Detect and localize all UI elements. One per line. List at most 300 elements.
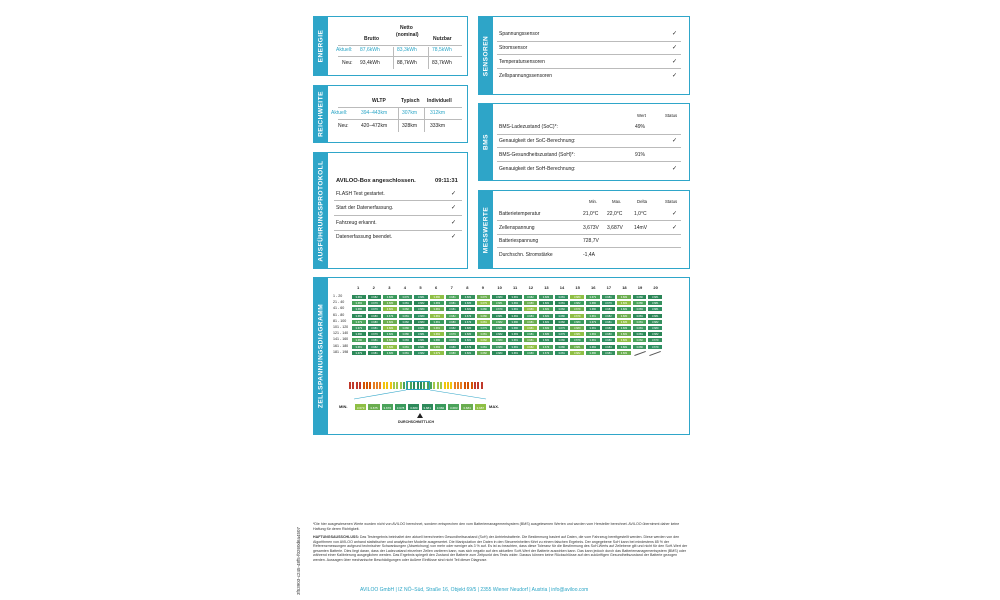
heatmap-cell: 3.681 [616,331,632,337]
heatmap-cell: 3.681 [413,294,429,300]
heatmap-cell: 3.681 [632,313,648,319]
messwerte-col-status: Status [665,199,678,204]
heatmap-cell: 3.682 [429,331,445,337]
heatmap-cell: 3.682 [538,325,554,331]
heatmap-cell: 3.680 [413,313,429,319]
heatmap-cell: 3.680 [382,294,398,300]
check-icon: ✓ [451,191,457,197]
heatmap-row-label: 41 - 60 [333,306,345,311]
heatmap-cell: 3.679 [538,350,554,356]
heatmap-row-label: 161 - 180 [333,343,349,348]
heatmap-cell: 3.680 [398,331,414,337]
heatmap-cell: 3.681 [569,331,585,337]
heatmap-cell: 3.681 [507,350,523,356]
document-serial: 3f53903-c245-48f5-f0260d6a4507 [296,526,301,595]
heatmap-column-header: 6 [435,285,438,290]
heatmap-cell: 3.680 [507,325,523,331]
heatmap-column-header: 1 [357,285,360,290]
heatmap-cell: 3.679 [351,325,367,331]
heatmap-cell: 3.680 [382,350,398,356]
heatmap-column-header: 8 [466,285,469,290]
heatmap-row-label: 1 - 20 [333,294,343,298]
heatmap-cell: 3.681 [601,306,617,312]
protokoll-item: Datenerfassung beendet. [336,234,393,240]
heatmap-cell: 3.681 [523,337,539,343]
heatmap-cell: 3.681 [507,294,523,300]
scale-zoom-lines [314,278,691,436]
heatmap-cell: 3.680 [569,319,585,325]
company-footer: AVILOO GmbH | IZ NÖ–Süd, Straße 16, Objekt 69/5 | 2355 Wiener Neudorf | Austria | info@aviloo.com [360,587,589,593]
zellspannung-card [313,277,690,435]
reichweite-typisch-value: 307km [402,110,418,116]
heatmap-cell: 3.682 [569,350,585,356]
energie-netto-value: 88,7kWh [397,60,417,66]
heatmap-cell: 3.683 [491,350,507,356]
bms-row-label: BMS-Gesundheitszustand (SoH)*: [499,152,575,158]
heatmap-cell: 3.683 [429,300,445,306]
sensoren-card [478,16,690,95]
header-brutto: Brutto [364,36,379,42]
reichweite-title: REICHWEITE [317,91,325,137]
heatmap-cell: 3.681 [413,344,429,350]
heatmap-cell: 3.681 [445,300,461,306]
sensor-item: Stromsensor [499,45,528,51]
disclaimer [313,535,690,563]
heatmap-cell: 3.682 [523,344,539,350]
bms-col-wert: Wert [637,113,646,118]
heatmap-cell: 3.683 [413,319,429,325]
messwerte-min: 21,0°C [583,211,599,217]
heatmap-cell: 3.682 [632,337,648,343]
protokoll-item: Start der Datenerfassung. [336,205,394,211]
average-label: DURCHSCHNITTLICH [398,420,434,424]
heatmap-cell: 3.681 [616,337,632,343]
sensor-item: Temperatursensoren [499,59,545,65]
heatmap-cell: 3.681 [647,294,663,300]
heatmap-cell: 3.681 [523,319,539,325]
heatmap-cell: 3.681 [632,325,648,331]
heatmap-cell: 3.680 [367,319,383,325]
heatmap-cell: 3.681 [351,344,367,350]
heatmap-cell: 3.680 [632,344,648,350]
heatmap-cell: 3.682 [367,294,383,300]
heatmap-cell: 3.681 [476,319,492,325]
heatmap-cell: 3.682 [585,344,601,350]
reichweite-row-label: Neu: [338,123,349,129]
disclaimer-title: HAFTUNGSAUSSCHLUSS: [313,535,359,539]
protokoll-heading: AVILOO-Box angeschlossen. [336,178,416,184]
scale-value-cell: 3.675 [367,403,380,411]
heatmap-cell: 3.680 [398,325,414,331]
average-marker-icon [417,413,423,418]
messwerte-min: 3,673V [583,225,599,231]
heatmap-cell: 3.679 [647,337,663,343]
heatmap-cell: 3.680 [351,306,367,312]
heatmap-cell: 3.680 [491,337,507,343]
heatmap-cell: 3.681 [398,300,414,306]
scale-value-cell: 3.682 [434,403,447,411]
heatmap-cell: 3.681 [647,313,663,319]
heatmap-cell: 3.679 [367,300,383,306]
heatmap-cell: 3.681 [616,344,632,350]
heatmap-row-label: 181 - 198 [333,349,349,354]
heatmap-cell: 3.680 [554,313,570,319]
heatmap-cell: 3.681 [601,319,617,325]
messwerte-min: -1,4A [583,252,595,258]
reichweite-individuell-value: 333km [430,123,446,129]
heatmap-column-header: 20 [653,285,658,290]
check-icon: ✓ [672,225,678,231]
heatmap-row-label: 61 - 80 [333,312,345,317]
scale-value-cell: 3.673 [354,403,367,411]
heatmap-row-label: 121 - 140 [333,331,349,336]
heatmap-cell: 3.679 [569,313,585,319]
heatmap-column-header: 17 [606,285,612,290]
heatmap-cell: 3.682 [476,350,492,356]
heatmap-cell: 3.679 [429,350,445,356]
heatmap-cell: 3.682 [351,313,367,319]
heatmap-cell: 3.682 [616,294,632,300]
energie-card [313,16,468,76]
header-nutzbar: Nutzbar [433,36,452,42]
heatmap-column-header: 15 [575,285,580,290]
check-icon: ✓ [451,220,457,226]
heatmap-cell: 3.680 [445,344,461,350]
heatmap-cell: 3.680 [523,350,539,356]
bms-card [478,103,690,181]
heatmap-cell: 3.681 [491,325,507,331]
bms-row-value: 49% [635,124,646,130]
heatmap-cell: 3.681 [507,337,523,343]
energie-netto-value: 83,3kWh [397,47,417,53]
protokoll-item: FLASH Test gestartet. [336,191,385,197]
heatmap-cell: 3.681 [476,331,492,337]
heatmap-cell: 3.682 [601,313,617,319]
heatmap-cell: 3.683 [523,313,539,319]
heatmap-cell: 3.683 [616,325,632,331]
messwerte-row-label: Zellenspannung [499,225,535,231]
heatmap-cell: 3.680 [616,319,632,325]
heatmap-cell: 3.681 [647,300,663,306]
heatmap-cell: 3.681 [538,313,554,319]
zellspannung-title: ZELLSPANNUNGSDIAGRAMM [317,303,325,409]
heatmap-cell: 3.679 [554,325,570,331]
bms-row-value: 91% [635,152,646,158]
heatmap-column-header: 18 [622,285,627,290]
bms-row-label: BMS-Ladezustand (SoC)*: [499,124,558,130]
heatmap-cell: 3.681 [523,325,539,331]
protokoll-item: Fahrzeug erkannt. [336,220,377,226]
heatmap-cell: 3.682 [398,319,414,325]
reichweite-card [313,85,468,143]
protokoll-time: 09:11:31 [435,178,458,184]
messwerte-max: 22,0°C [607,211,623,217]
heatmap-cell: 3.681 [460,350,476,356]
heatmap-row-label: 101 - 120 [333,325,349,329]
heatmap-cell: 3.680 [476,306,492,312]
heatmap-cell: 3.679 [538,344,554,350]
heatmap-cell: 3.679 [460,344,476,350]
header-netto: Netto [400,25,413,31]
heatmap-cell: 3.682 [491,319,507,325]
check-icon: ✓ [672,166,678,172]
scale-min-label: MIN. [339,404,348,409]
heatmap-cell: 3.682 [616,306,632,312]
heatmap-cell: 3.679 [585,319,601,325]
bms-col-status: Status [665,113,678,118]
heatmap-column-header: 14 [559,285,565,290]
heatmap-cell: 3.683 [632,306,648,312]
heatmap-cell: 3.679 [647,344,663,350]
heatmap-column-header: 9 [481,285,485,290]
check-icon: ✓ [672,59,678,65]
heatmap-cell: 3.682 [429,344,445,350]
reichweite-typisch-value: 328km [402,123,418,129]
heatmap-cell: 3.682 [460,294,476,300]
header-individuell: Individuell [427,98,452,104]
heatmap-cell: 3.680 [647,325,663,331]
messwerte-row-label: Batterietemperatur [499,211,541,217]
heatmap-cell: 3.682 [601,325,617,331]
heatmap-cell: 3.681 [382,306,398,312]
heatmap-cell: 3.679 [445,331,461,337]
heatmap-cell: 3.681 [367,350,383,356]
heatmap-cell: 3.679 [554,331,570,337]
header-typisch: Typisch [401,98,420,104]
heatmap-column-header: 12 [528,285,534,290]
heatmap-cell: 3.680 [429,337,445,343]
heatmap-cell: 3.681 [476,344,492,350]
heatmap-cell: 3.682 [554,319,570,325]
messwerte-delta: 1,0°C [634,211,647,217]
heatmap-column-header: 13 [544,285,549,290]
heatmap-cell: 3.680 [460,325,476,331]
energie-row-label: Aktuell: [336,47,353,53]
bms-title: BMS [482,134,490,150]
heatmap-cell: 3.679 [351,350,367,356]
heatmap-column-header: 4 [403,285,407,290]
heatmap-row-label: 81 - 100 [333,318,347,323]
heatmap-cell: 3.680 [382,300,398,306]
heatmap-cell: 3.680 [538,331,554,337]
heatmap-cell: 3.682 [523,294,539,300]
heatmap-cell: 3.679 [569,306,585,312]
heatmap-cell: 3.681 [445,306,461,312]
heatmap-cell: 3.681 [601,350,617,356]
reichweite-wltp-value: 420–472km [361,123,388,129]
messwerte-col-min: Min. [589,199,598,204]
heatmap-cell: 3.680 [554,337,570,343]
heatmap-row-label: 141 - 160 [333,337,349,342]
scale-value-cell: 3.687 [474,403,487,411]
heatmap-cell: 3.680 [585,300,601,306]
heatmap-cell: 3.680 [632,294,648,300]
sensor-item: Spannungssensor [499,31,540,37]
heatmap-cell: 3.679 [351,319,367,325]
heatmap-cell: 3.681 [554,294,570,300]
heatmap-cell: 3.680 [460,331,476,337]
energie-title: ENERGIE [317,29,325,63]
heatmap-cell: 3.681 [382,331,398,337]
heatmap-cell: 3.682 [569,300,585,306]
heatmap-column-header: 2 [372,285,375,290]
heatmap-cell: 3.681 [429,306,445,312]
heatmap-cell: 3.681 [538,319,554,325]
heatmap-cell: 3.682 [367,344,383,350]
heatmap-cell: 3.681 [585,313,601,319]
heatmap-column-header: 11 [513,285,518,290]
heatmap-cell: 3.681 [460,337,476,343]
heatmap-cell: 3.682 [554,306,570,312]
sensoren-tab [479,17,493,94]
heatmap-cell: 3.682 [491,331,507,337]
heatmap-cell: 3.681 [632,331,648,337]
heatmap-cell: 3.682 [476,337,492,343]
heatmap-cell: 3.680 [601,331,617,337]
messwerte-col-max: Max. [612,199,622,204]
heatmap-cell: 3.680 [429,294,445,300]
sensoren-title: SENSOREN [482,35,490,76]
heatmap-cell: 3.680 [585,350,601,356]
heatmap-cell: 3.680 [382,344,398,350]
messwerte-card [478,190,690,269]
heatmap-cell: 3.681 [445,294,461,300]
heatmap-cell: 3.681 [382,319,398,325]
heatmap-cell: 3.681 [367,337,383,343]
scale-max-label: MAX. [489,404,499,409]
heatmap-cell: 3.681 [601,294,617,300]
protokoll-title: AUSFÜHRUNGSPROTOKOLL [317,159,325,262]
heatmap-cell: 3.681 [616,350,632,356]
heatmap-cell: 3.680 [445,319,461,325]
heatmap-cell: 3.679 [382,313,398,319]
messwerte-title: MESSWERTE [482,206,490,253]
sensor-item: Zellspannungssensoren [499,73,553,79]
check-icon: ✓ [451,205,457,211]
messwerte-tab [479,191,493,268]
scale-value-cell: 3.683 [447,403,460,411]
heatmap-cell: 3.681 [585,325,601,331]
heatmap-cell: 3.680 [367,313,383,319]
heatmap-cell: 3.680 [569,325,585,331]
energie-nutzbar-value: 78,5kWh [432,47,452,53]
heatmap-cell: 3.682 [585,331,601,337]
heatmap-cell: 3.682 [445,313,461,319]
heatmap-cell: 3.681 [616,300,632,306]
energie-brutto-value: 87,6kWh [360,47,380,53]
footnote-bms: *Die hier ausgewiesenen Werte wurden nicht von AVILOO berechnet, sondern entsprechen den vom Batteriemanagementsystem (BMS) ausgelesenen Werten und wurden vom Hersteller berechnet. AVILOO übernimmt daher keine Haftung für deren Richtigkeit. [313,522,680,531]
heatmap-cell: 3.681 [398,350,414,356]
protokoll-tab [314,153,328,268]
heatmap-column-header: 16 [591,285,596,290]
heatmap-cell: 3.680 [491,294,507,300]
header-netto-sub: (nominal) [396,32,419,38]
heatmap-cell: 3.681 [351,294,367,300]
heatmap-cell: 3.683 [398,337,414,343]
scale-value-cell: 3.681 [421,403,434,411]
energie-nutzbar-value: 83,7kWh [432,60,452,66]
heatmap-cell: 3.680 [601,337,617,343]
heatmap-cell: 3.682 [398,306,414,312]
heatmap-cell: 3.680 [523,306,539,312]
bms-tab [479,104,493,180]
heatmap-cell: 3.682 [413,300,429,306]
check-icon: ✓ [672,211,678,217]
heatmap-column-header: 10 [497,285,502,290]
heatmap-cell: 3.682 [507,300,523,306]
heatmap-cell: 3.682 [647,319,663,325]
heatmap-cell: 3.681 [413,337,429,343]
heatmap-cell: 3.680 [445,350,461,356]
heatmap-cell: 3.679 [398,294,414,300]
heatmap-cell: 3.680 [585,306,601,312]
heatmap-cell: 3.679 [476,294,492,300]
heatmap-cell: 3.680 [413,306,429,312]
heatmap-cell: 3.682 [413,350,429,356]
protokoll-card [313,152,468,269]
heatmap-cell: 3.679 [601,300,617,306]
messwerte-col-delta: Delta [637,199,648,204]
heatmap-cell: 3.681 [647,306,663,312]
heatmap-cell: 3.681 [429,325,445,331]
heatmap-cell: 3.679 [585,294,601,300]
heatmap-cell: 3.683 [538,294,554,300]
header-wltp: WLTP [372,98,386,104]
heatmap-column-header: 3 [388,285,391,290]
heatmap-cell: 3.680 [351,337,367,343]
check-icon: ✓ [451,234,457,240]
reichweite-individuell-value: 312km [430,110,446,116]
heatmap-cell: 3.681 [585,337,601,343]
messwerte-max: 3,687V [607,225,623,231]
messwerte-row-label: Durchschn. Stromstärke [499,252,553,258]
heatmap-cell: 3.681 [554,300,570,306]
heatmap-cell: 3.680 [554,344,570,350]
messwerte-min: 728,7V [583,238,599,244]
heatmap-cell: 3.683 [601,344,617,350]
heatmap-cell: 3.683 [507,331,523,337]
bms-row-label: Genauigkeit der SoH-Berechnung: [499,166,576,172]
reichweite-wltp-value: 394–443km [361,110,388,116]
check-icon: ✓ [672,73,678,79]
heatmap-cell: 3.680 [616,313,632,319]
scale-value-cell: 3.676 [381,403,394,411]
heatmap-cell: 3.681 [429,319,445,325]
heatmap-cell: 3.682 [382,325,398,331]
heatmap-cell: 3.681 [507,344,523,350]
heatmap-cell: 3.682 [538,337,554,343]
heatmap-cell: 3.681 [491,313,507,319]
heatmap-cell: 3.681 [538,306,554,312]
messwerte-delta: 14mV [634,225,648,231]
heatmap-cell: 3.681 [538,300,554,306]
energie-brutto-value: 93,4kWh [360,60,380,66]
heatmap-cell: 3.682 [445,325,461,331]
heatmap-cell: 3.681 [413,325,429,331]
heatmap-cell: 3.679 [367,331,383,337]
scale-value-cell: 3.678 [394,403,407,411]
heatmap-cell: 3.681 [413,331,429,337]
scale-value-cell: 3.680 [407,403,420,411]
heatmap-cell: 3.680 [460,300,476,306]
heatmap-cell: 3.681 [491,300,507,306]
heatmap-cell: 3.679 [569,337,585,343]
heatmap-cell: 3.682 [647,331,663,337]
heatmap-cell: 3.682 [382,337,398,343]
disclaimer-text: Das Testergebnis beinhaltet den aktuell berechneten Gesundheitszustand (SoH) der Antriebsbatterie. Die Bestimmung basiert auf Daten, die vom Fahrzeug bereitgestellt werden. Diese werden von den Algorithmen von AVILOO anhand statistischer und analytischer Modelle ausgewertet. Die Manipulation der Daten in den Steuereinheiten führt zu einem falschen Ergebnis. Der angegebene SoH kann bei mindestens 85 % der Referenzmessungen aufgrund technischer Schwankungen (Abweichung) von mehr oder weniger als 3 % auf. Es ist zu beachten, dass diese Toleranz für die Bestimmung des SoH-Werts auf Zellebene gilt und nicht für den SoH-Wert der gesamten Batterie. Dies liegt daran, dass der Ladezustand einzelner Zellen variieren kann, was sich negativ auf den aktuellen SoH-Wert der Batterie auswirken kann. Das kann jedoch durch das Batteriemanagementsystem (BMS) oder während einer Kalibrierung ausgeglichen werden. Das Ergebnis spiegelt den Zustand der Batterie zum Zeitpunkt des Tests wider. Daraus können keine Rückschlüsse auf den zukünftigen Gesundheitszustand der Batterie gezogen werden. Aussagen über mechanische Beschädigungen oder äußere Einflüsse sind nicht Teil dieser Diagnose. [313,535,688,562]
heatmap-cell: 3.682 [460,306,476,312]
heatmap-column-header: 19 [637,285,643,290]
